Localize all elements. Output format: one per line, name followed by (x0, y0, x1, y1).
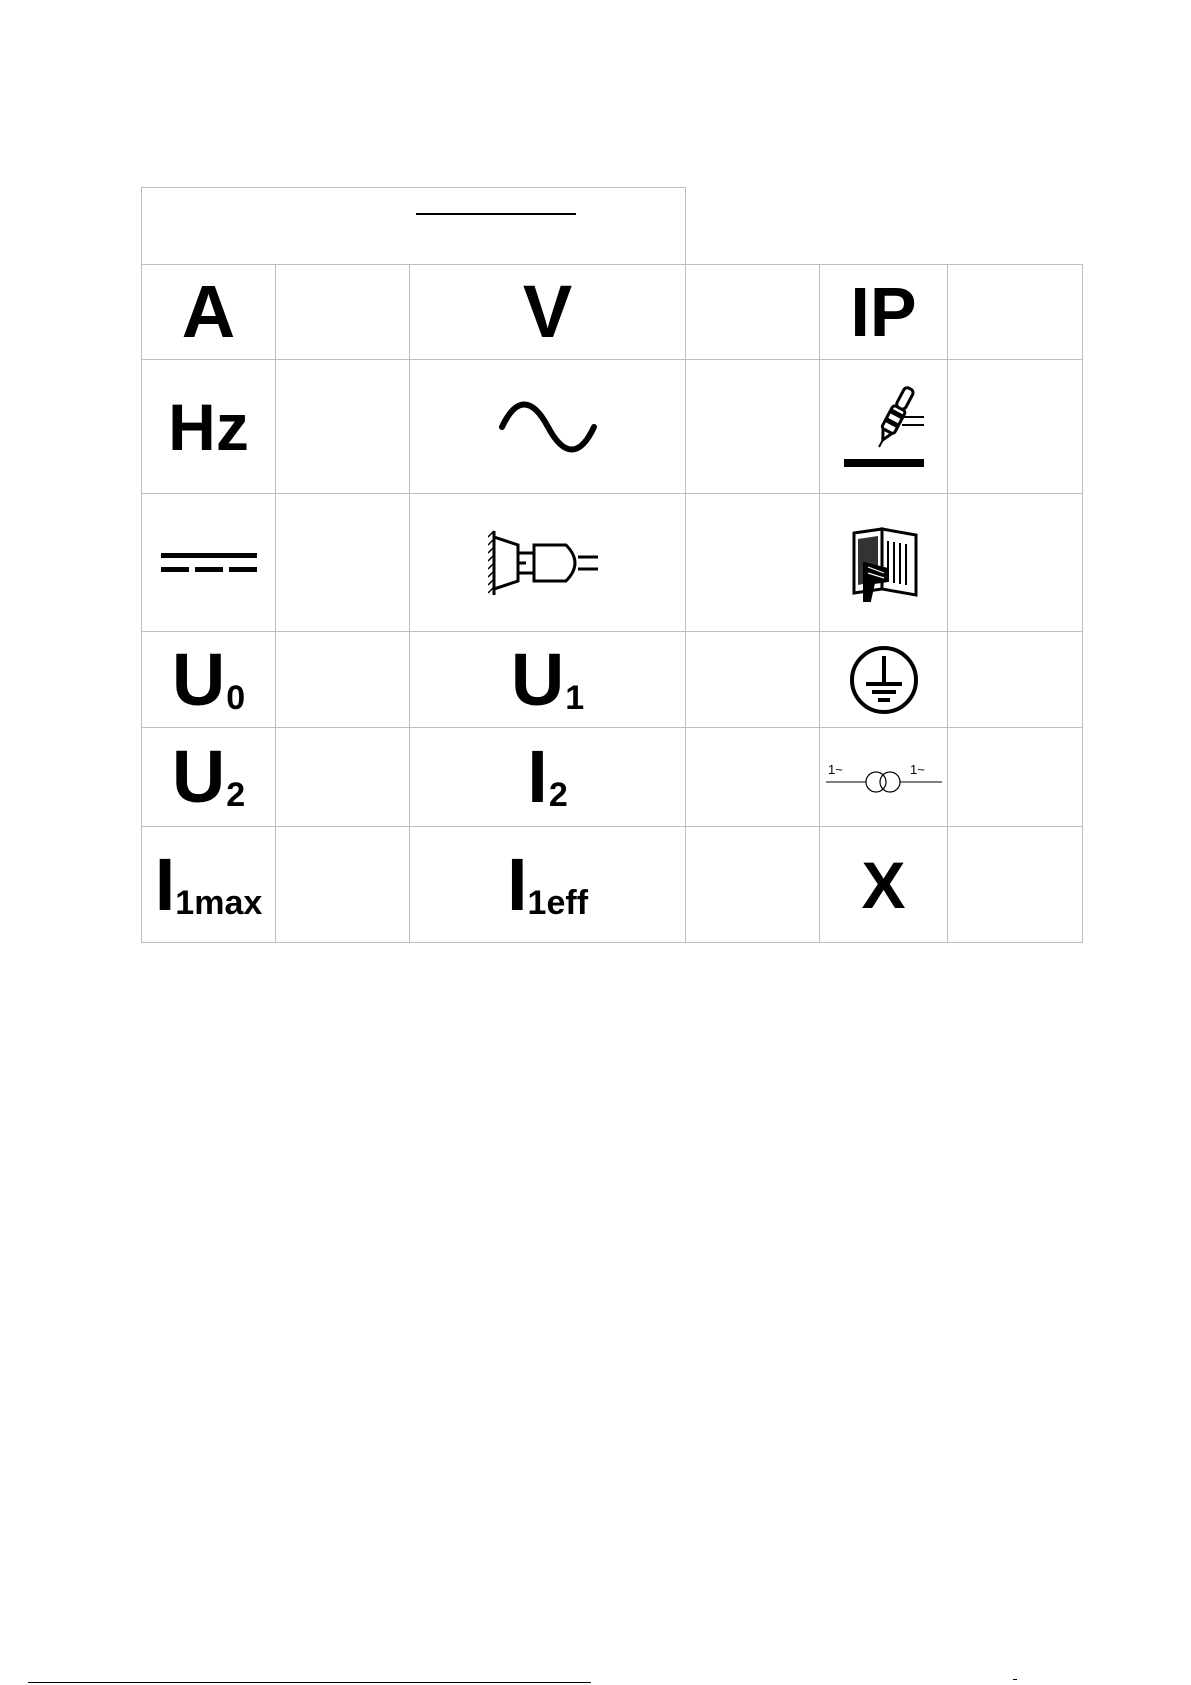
symbol-cell-hertz (142, 360, 276, 494)
symbol-cell-transformer (820, 728, 948, 827)
description-cell (948, 360, 1083, 494)
symbol-i2: I2 (527, 735, 568, 818)
description-cell (686, 494, 820, 632)
transformer-output-label: 1~ (909, 762, 925, 777)
sine-wave-icon (498, 397, 598, 457)
symbol-cell-volt (410, 265, 686, 360)
description-cell (948, 632, 1083, 728)
description-cell (948, 265, 1083, 360)
symbol-u2: U2 (171, 735, 246, 818)
symbol-hertz: Hz (168, 389, 249, 464)
symbol-i1max: I1max (154, 842, 263, 926)
description-cell (686, 728, 820, 827)
symbol-cell-i2 (410, 728, 686, 827)
blank-area (686, 188, 1083, 265)
description-cell (686, 827, 820, 943)
description-cell (948, 494, 1083, 632)
description-cell (948, 728, 1083, 827)
symbol-volt: V (522, 270, 573, 353)
description-cell (276, 494, 410, 632)
direct-current-icon (159, 550, 259, 576)
table-row (142, 494, 1083, 632)
symbol-table (141, 187, 1083, 943)
table-row (142, 632, 1083, 728)
symbol-u0: U0 (171, 637, 246, 721)
welding-torch-icon (842, 381, 926, 473)
symbol-cell-u0 (142, 632, 276, 728)
read-manual-icon (844, 523, 924, 603)
symbol-cell-welding (820, 360, 948, 494)
description-cell (276, 632, 410, 728)
symbol-cell-manual (820, 494, 948, 632)
symbol-u1: U1 (510, 637, 585, 721)
single-phase-transformer-icon (826, 760, 942, 794)
description-cell (686, 632, 820, 728)
table-row (142, 360, 1083, 494)
symbol-cell-dc (142, 494, 276, 632)
title-underline (416, 213, 576, 215)
transformer-input-label: 1~ (827, 762, 843, 777)
symbol-cell-ac (410, 360, 686, 494)
symbol-ip: IP (850, 273, 917, 351)
symbol-duty-cycle: X (861, 847, 906, 922)
symbol-cell-u2 (142, 728, 276, 827)
footer-mark (1013, 1679, 1017, 1680)
protective-earth-icon (848, 644, 920, 716)
symbol-cell-ip (820, 265, 948, 360)
symbol-cell-mains (410, 494, 686, 632)
symbol-cell-duty-cycle (820, 827, 948, 943)
description-cell (686, 265, 820, 360)
description-cell (276, 728, 410, 827)
symbol-cell-i1eff (410, 827, 686, 943)
symbol-cell-i1max (142, 827, 276, 943)
table-row (142, 827, 1083, 943)
symbol-i1eff: I1eff (506, 842, 589, 926)
description-cell (276, 360, 410, 494)
symbol-cell-ampere (142, 265, 276, 360)
symbol-cell-u1 (410, 632, 686, 728)
description-cell (276, 827, 410, 943)
description-cell (686, 360, 820, 494)
symbol-ampere: A (181, 270, 236, 353)
table-title-cell (142, 188, 686, 265)
table-row (142, 728, 1083, 827)
footer-rule (28, 1682, 591, 1683)
mains-plug-icon (488, 527, 608, 599)
symbol-cell-earth (820, 632, 948, 728)
table-row (142, 265, 1083, 360)
description-cell (276, 265, 410, 360)
description-cell (948, 827, 1083, 943)
